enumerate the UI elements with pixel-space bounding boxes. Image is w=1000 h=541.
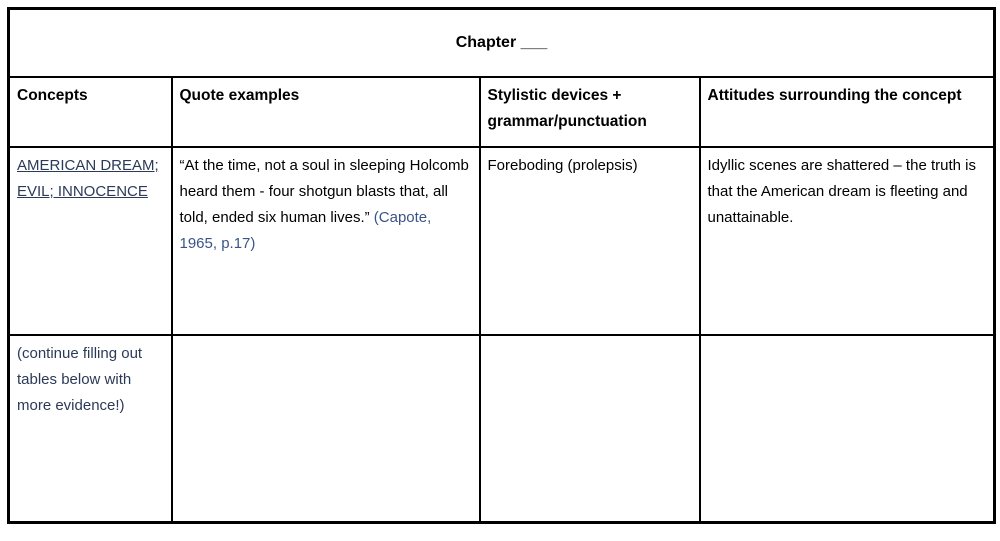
table-row-continue bbox=[9, 335, 995, 523]
chapter-title: Chapter ___ bbox=[455, 33, 548, 51]
header-cell-stylistic-devices[interactable] bbox=[480, 77, 700, 147]
cell-quote-1[interactable] bbox=[172, 147, 480, 335]
cell-attitude-1[interactable] bbox=[700, 147, 995, 335]
quote-text: “At the time, not a soul in sleeping Holcomb heard them - four shotgun blasts that, all told, ended six human lives.” bbox=[179, 156, 469, 226]
table-row-evidence bbox=[9, 147, 995, 335]
title-row bbox=[9, 9, 995, 77]
quote-citation: (Capote, 1965, p.17) bbox=[179, 208, 432, 252]
attitude-text: Idyllic scenes are shattered – the truth is that the American dream is fleeting and unattainable. bbox=[707, 156, 976, 226]
header-row bbox=[9, 77, 995, 147]
cell-concept-2[interactable] bbox=[9, 335, 172, 523]
header-cell-concepts[interactable] bbox=[9, 77, 172, 147]
cell-quote-2[interactable] bbox=[172, 335, 480, 523]
header-attitudes-label: Attitudes surrounding the concept bbox=[707, 86, 962, 104]
chapter-title-cell[interactable] bbox=[9, 9, 995, 77]
chapter-analysis-table bbox=[7, 7, 996, 524]
header-cell-quote-examples[interactable] bbox=[172, 77, 480, 147]
concept-text-link[interactable]: AMERICAN DREAM; EVIL; INNOCENCE bbox=[17, 156, 159, 200]
cell-concept-1[interactable] bbox=[9, 147, 172, 335]
cell-stylistic-2[interactable] bbox=[480, 335, 700, 523]
cell-stylistic-1[interactable] bbox=[480, 147, 700, 335]
header-cell-attitudes[interactable] bbox=[700, 77, 995, 147]
header-quote-examples-label: Quote examples bbox=[179, 86, 300, 104]
header-concepts-label: Concepts bbox=[17, 86, 88, 104]
header-stylistic-devices-label: Stylistic devices + grammar/punctuation bbox=[487, 86, 647, 130]
cell-attitude-2[interactable] bbox=[700, 335, 995, 523]
stylistic-device-text: Foreboding (prolepsis) bbox=[487, 156, 638, 174]
continue-note-text: (continue filling out tables below with more evidence!) bbox=[17, 344, 143, 414]
